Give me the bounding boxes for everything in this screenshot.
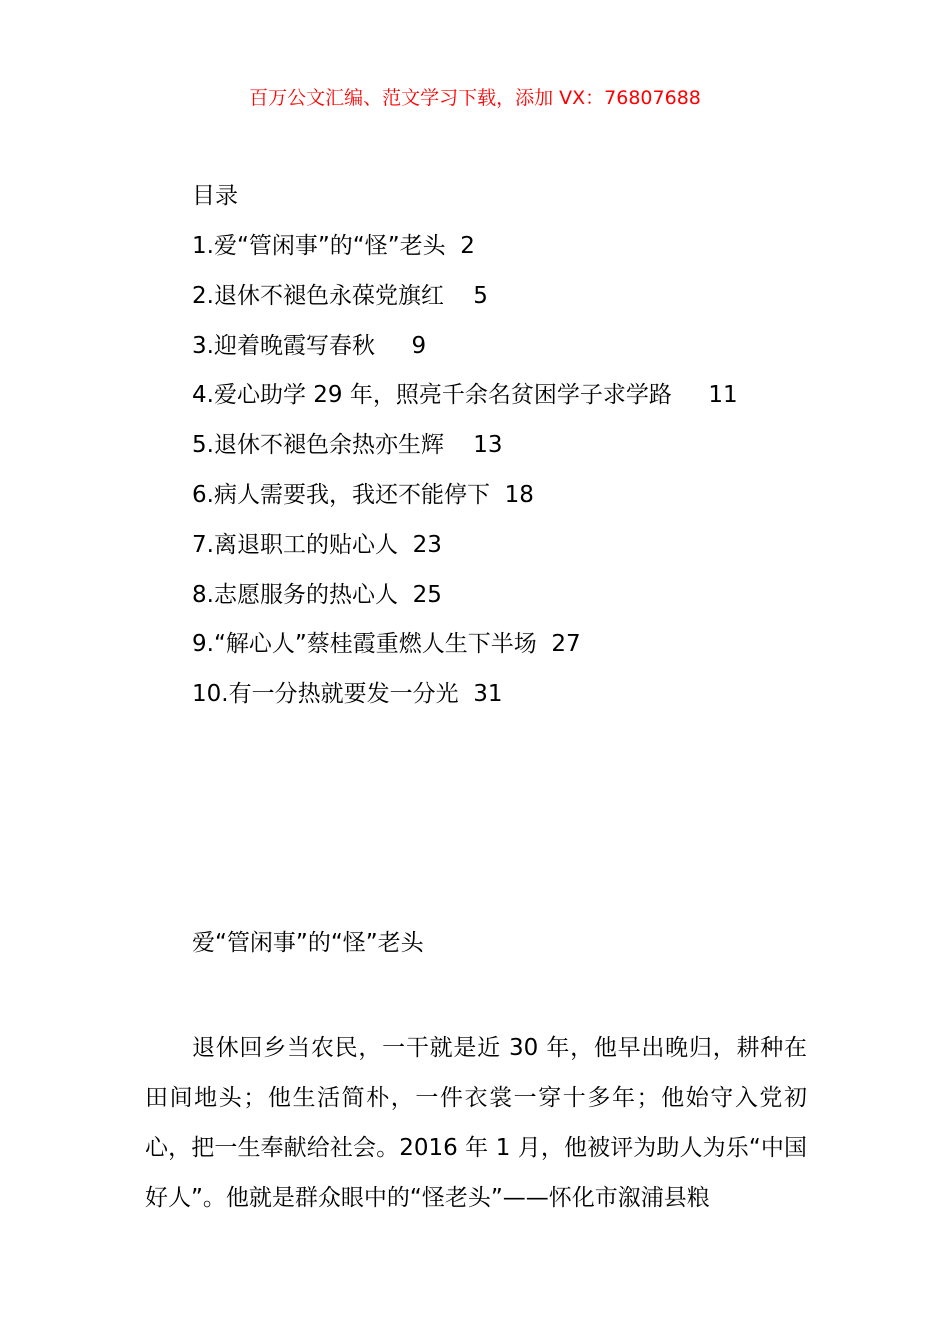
toc-item: 9.“解心人”蔡桂霞重燃人生下半场 27 (192, 631, 581, 658)
toc-item: 1.爱“管闲事”的“怪”老头 2 (192, 233, 475, 259)
toc-item: 2.退休不褪色永葆党旗红 5 (192, 282, 488, 309)
toc-item: 8.志愿服务的热心人 25 (192, 581, 442, 608)
article-body: 退休回乡当农民，一干就是近 30 年，他早出晚归，耕种在田间地头；他生活简朴，一件衣裳一穿十多年；他始守入党初心，把一生奉献给社会。2016 年 1 月，他被评为助人为乐“中国好人”。他就是群众眼中的“怪老头”——怀化市溆浦县粮 (145, 1035, 807, 1211)
toc-item: 3.迎着晚霞写春秋 9 (192, 332, 427, 359)
table-of-contents (192, 178, 832, 726)
toc-item: 7.离退职工的贴心人 23 (192, 531, 442, 558)
toc-item: 6.病人需要我，我还不能停下 18 (192, 481, 534, 508)
toc-item: 5.退休不褪色余热亦生辉 13 (192, 432, 503, 459)
article-title: 爱“管闲事”的“怪”老头 (192, 930, 424, 956)
header-banner: 百万公文汇编、范文学习下载，添加 VX：76807688 (249, 87, 701, 109)
toc-list (192, 228, 832, 726)
toc-item: 10.有一分热就要发一分光 31 (192, 681, 503, 708)
toc-item: 4.爱心助学 29 年，照亮千余名贫困学子求学路 11 (192, 382, 738, 409)
toc-title: 目录 (192, 183, 238, 209)
